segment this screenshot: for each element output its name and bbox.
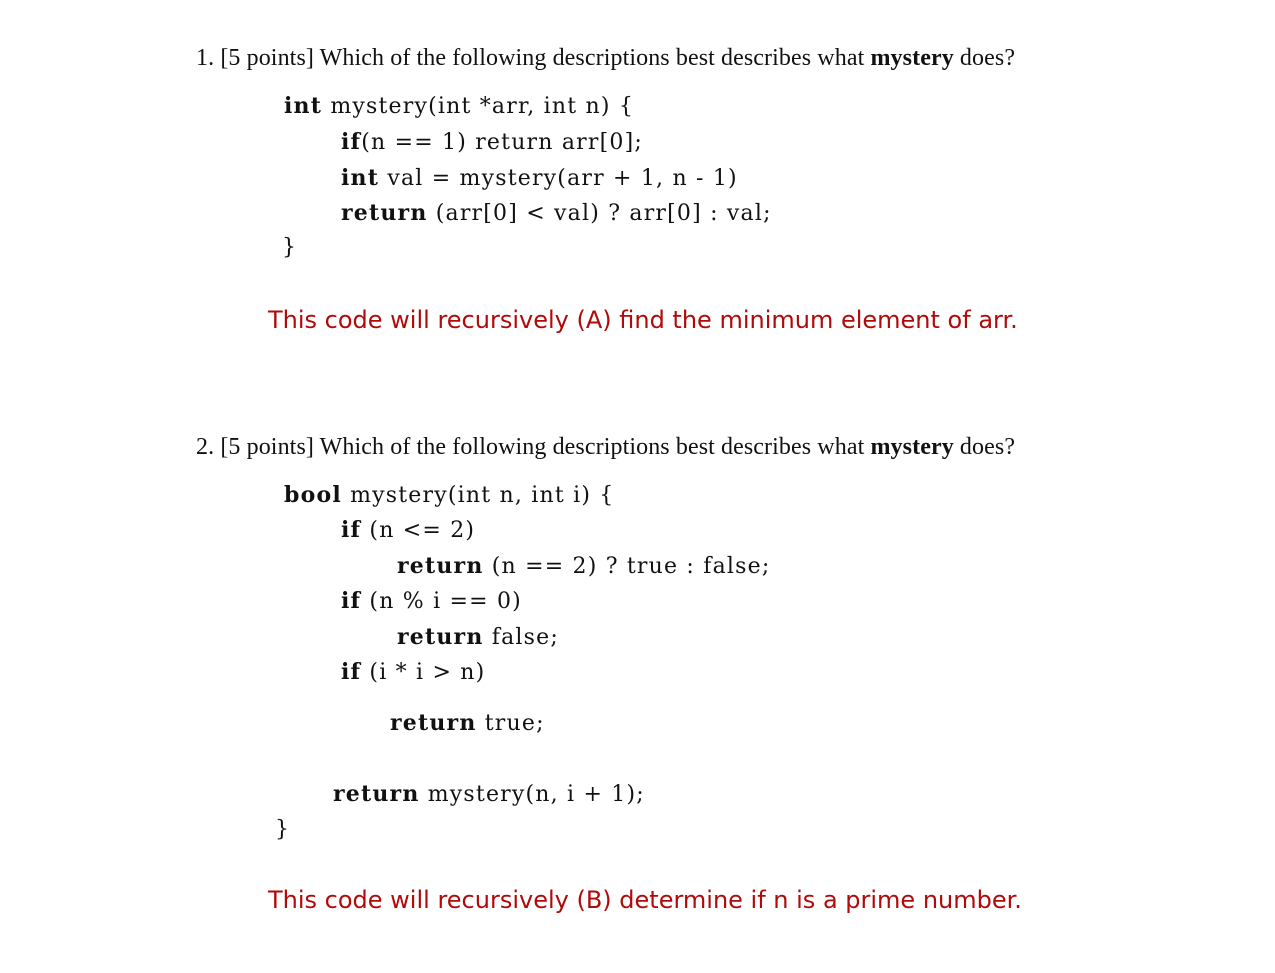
q1-code-keyword: int [341, 165, 380, 191]
q2-code-text: mystery(int n, int i) { [341, 483, 615, 508]
q1-code-line-2 [341, 129, 643, 155]
q2-code-line-2 [341, 517, 475, 543]
q2-code-keyword: bool [284, 482, 342, 508]
q2-code-text: (n == 2) ? true : false; [483, 554, 771, 579]
q2-code-text: (n <= 2) [361, 518, 476, 543]
q2-code-line-9 [275, 816, 290, 842]
q2-code-keyword: return [390, 710, 477, 736]
question-1-text-end: does? [959, 45, 1016, 71]
q2-code-line-6 [341, 659, 485, 685]
q2-code-line-1 [284, 482, 615, 508]
question-2-text: Which of the following descriptions best describes what [319, 434, 865, 460]
q2-code-text: (i * i > n) [361, 660, 486, 685]
q2-code-keyword: if [341, 659, 362, 685]
question-2-points: [5 points] [220, 434, 314, 460]
q1-code-text: (n == 1) return arr[0]; [361, 130, 643, 155]
q2-code-line-8 [333, 781, 645, 807]
q1-code-text: } [282, 235, 298, 260]
question-1-function-name: mystery [870, 45, 954, 71]
q1-code-line-1 [284, 93, 634, 119]
question-2-prompt [196, 434, 1015, 461]
q1-code-keyword: return [341, 200, 428, 226]
q2-code-line-5 [397, 624, 559, 650]
q2-code-text: false; [483, 625, 559, 650]
question-1-points: [5 points] [220, 45, 314, 71]
question-2-answer: This code will recursively (B) determine if n is a prime number. [268, 886, 1022, 914]
q2-code-text: } [275, 817, 291, 842]
q1-code-text: mystery(int *arr, int n) { [322, 94, 635, 119]
question-2-text-end: does? [959, 434, 1016, 460]
q1-code-keyword: if [341, 129, 362, 155]
q2-code-text: true; [476, 711, 545, 736]
question-1-answer: This code will recursively (A) find the minimum element of arr. [268, 306, 1018, 334]
q2-code-keyword: return [333, 781, 420, 807]
question-1-prompt [196, 45, 1015, 72]
q1-code-text: val = mystery(arr + 1, n - 1) [379, 166, 738, 191]
q1-code-keyword: int [284, 93, 323, 119]
q1-code-line-4 [341, 200, 772, 226]
q2-code-keyword: return [397, 553, 484, 579]
q2-code-line-3 [397, 553, 770, 579]
q2-code-text: mystery(n, i + 1); [419, 782, 645, 807]
q1-code-line-3 [341, 165, 738, 191]
q2-code-keyword: if [341, 517, 362, 543]
q1-code-text: (arr[0] < val) ? arr[0] : val; [427, 201, 772, 226]
question-1-number: 1. [196, 45, 215, 71]
question-2-number: 2. [196, 434, 215, 460]
q2-code-keyword: return [397, 624, 484, 650]
question-2-function-name: mystery [870, 434, 954, 460]
q2-code-line-4 [341, 588, 522, 614]
q2-code-keyword: if [341, 588, 362, 614]
q2-code-line-7 [390, 710, 545, 736]
question-1-text: Which of the following descriptions best describes what [319, 45, 865, 71]
q2-code-text: (n % i == 0) [361, 589, 522, 614]
q1-code-line-5 [282, 234, 297, 260]
